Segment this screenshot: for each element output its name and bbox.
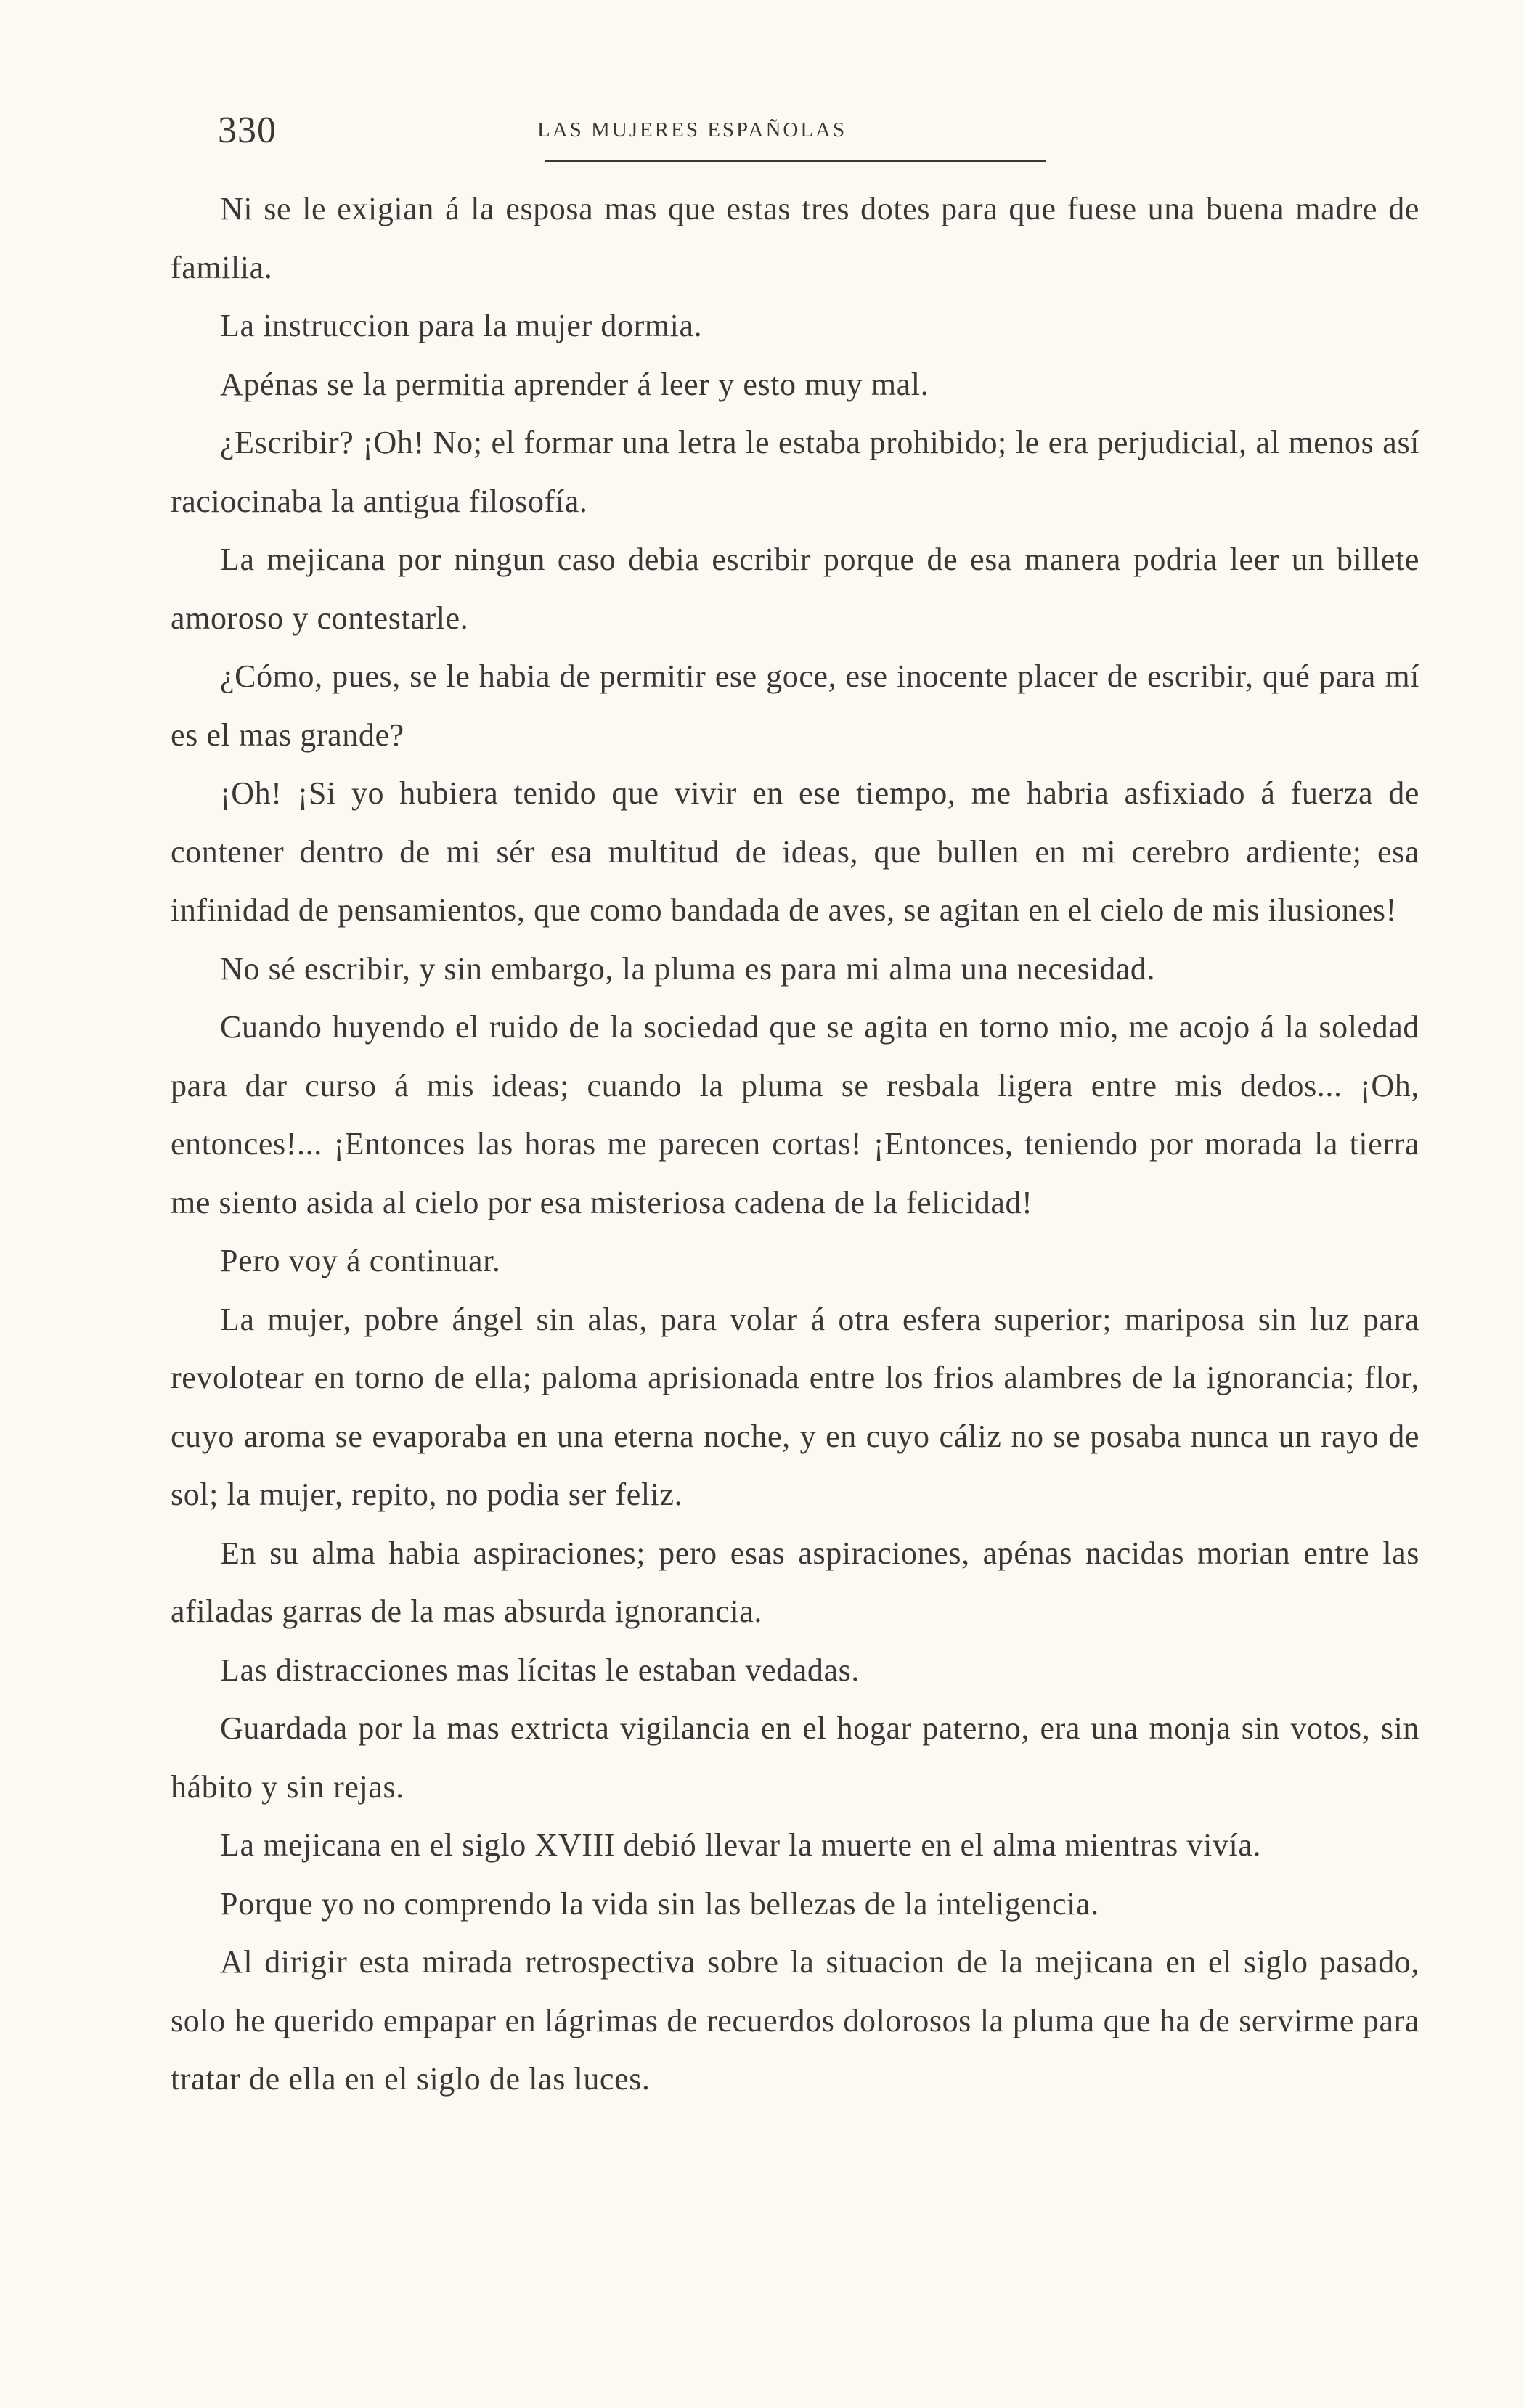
page-header <box>218 105 1423 163</box>
paragraph: La mejicana por ningun caso debia escribir porque de esa manera podria leer un billete amoroso y contestarle. <box>171 542 1419 636</box>
paragraph: Las distracciones mas lícitas le estaban vedadas. <box>220 1652 860 1688</box>
page-number: 330 <box>218 110 277 151</box>
paragraph: La mejicana en el siglo XVIII debió llevar la muerte en el alma mientras vivía. <box>220 1827 1262 1863</box>
paragraph: ¡Oh! ¡Si yo hubiera tenido que vivir en ese tiempo, me habria asfixiado á fuerza de contener dentro de mi sér esa multitud de ideas, que bullen en mi cerebro ardiente; esa infinidad de pensamientos, que como bandada de aves, se agitan en el cielo de mis ilusiones! <box>171 775 1419 928</box>
paragraph: Guardada por la mas extricta vigilancia en el hogar paterno, era una monja sin votos, sin hábito y sin rejas. <box>171 1710 1419 1805</box>
paragraph: No sé escribir, y sin embargo, la pluma es para mi alma una necesidad. <box>220 950 1156 987</box>
header-rule <box>545 160 1046 162</box>
running-title: LAS MUJERES ESPAÑOLAS <box>537 118 847 142</box>
paragraph: La instruccion para la mujer dormia. <box>220 308 703 343</box>
paragraph: Ni se le exigian á la esposa mas que estas tres dotes para que fuese una buena madre de familia. <box>171 191 1419 285</box>
body-text <box>171 180 1419 2109</box>
paragraph: Pero voy á continuar. <box>220 1243 501 1278</box>
paragraph: Porque yo no comprendo la vida sin las bellezas de la inteligencia. <box>220 1885 1099 1922</box>
paragraph: Al dirigir esta mirada retrospectiva sobre la situacion de la mejicana en el siglo pasado, solo he querido empapar en lágrimas de recuerdos dolorosos la pluma que ha de servirme para tratar de ella en el siglo de las luces. <box>171 1944 1419 2097</box>
paragraph: ¿Cómo, pues, se le habia de permitir ese goce, ese inocente placer de escribir, qué para mí es el mas grande? <box>171 658 1419 753</box>
paragraph: Cuando huyendo el ruido de la sociedad que se agita en torno mio, me acojo á la soledad para dar curso á mis ideas; cuando la pluma se resbala ligera entre mis dedos... ¡Oh, entonces!... ¡Entonces las horas me parecen cortas! ¡Entonces, teniendo por morada la tierra me siento asida al cielo por esa misteriosa cadena de la felicidad! <box>171 1009 1419 1220</box>
paragraph: ¿Escribir? ¡Oh! No; el formar una letra le estaba prohibido; le era perjudicial, al menos así raciocinaba la antigua filosofía. <box>171 425 1419 519</box>
paragraph: Apénas se la permitia aprender á leer y esto muy mal. <box>220 366 929 402</box>
paragraph: La mujer, pobre ángel sin alas, para volar á otra esfera superior; mariposa sin luz para revolotear en torno de ella; paloma aprisionada entre los frios alambres de la ignorancia; flor, cuyo aroma se evaporaba en una eterna noche, y en cuyo cáliz no se posaba nunca un rayo de sol; la mujer, repito, no podia ser feliz. <box>171 1301 1419 1512</box>
paragraph: En su alma habia aspiraciones; pero esas aspiraciones, apénas nacidas morian entre las afiladas garras de la mas absurda ignorancia. <box>171 1535 1419 1629</box>
